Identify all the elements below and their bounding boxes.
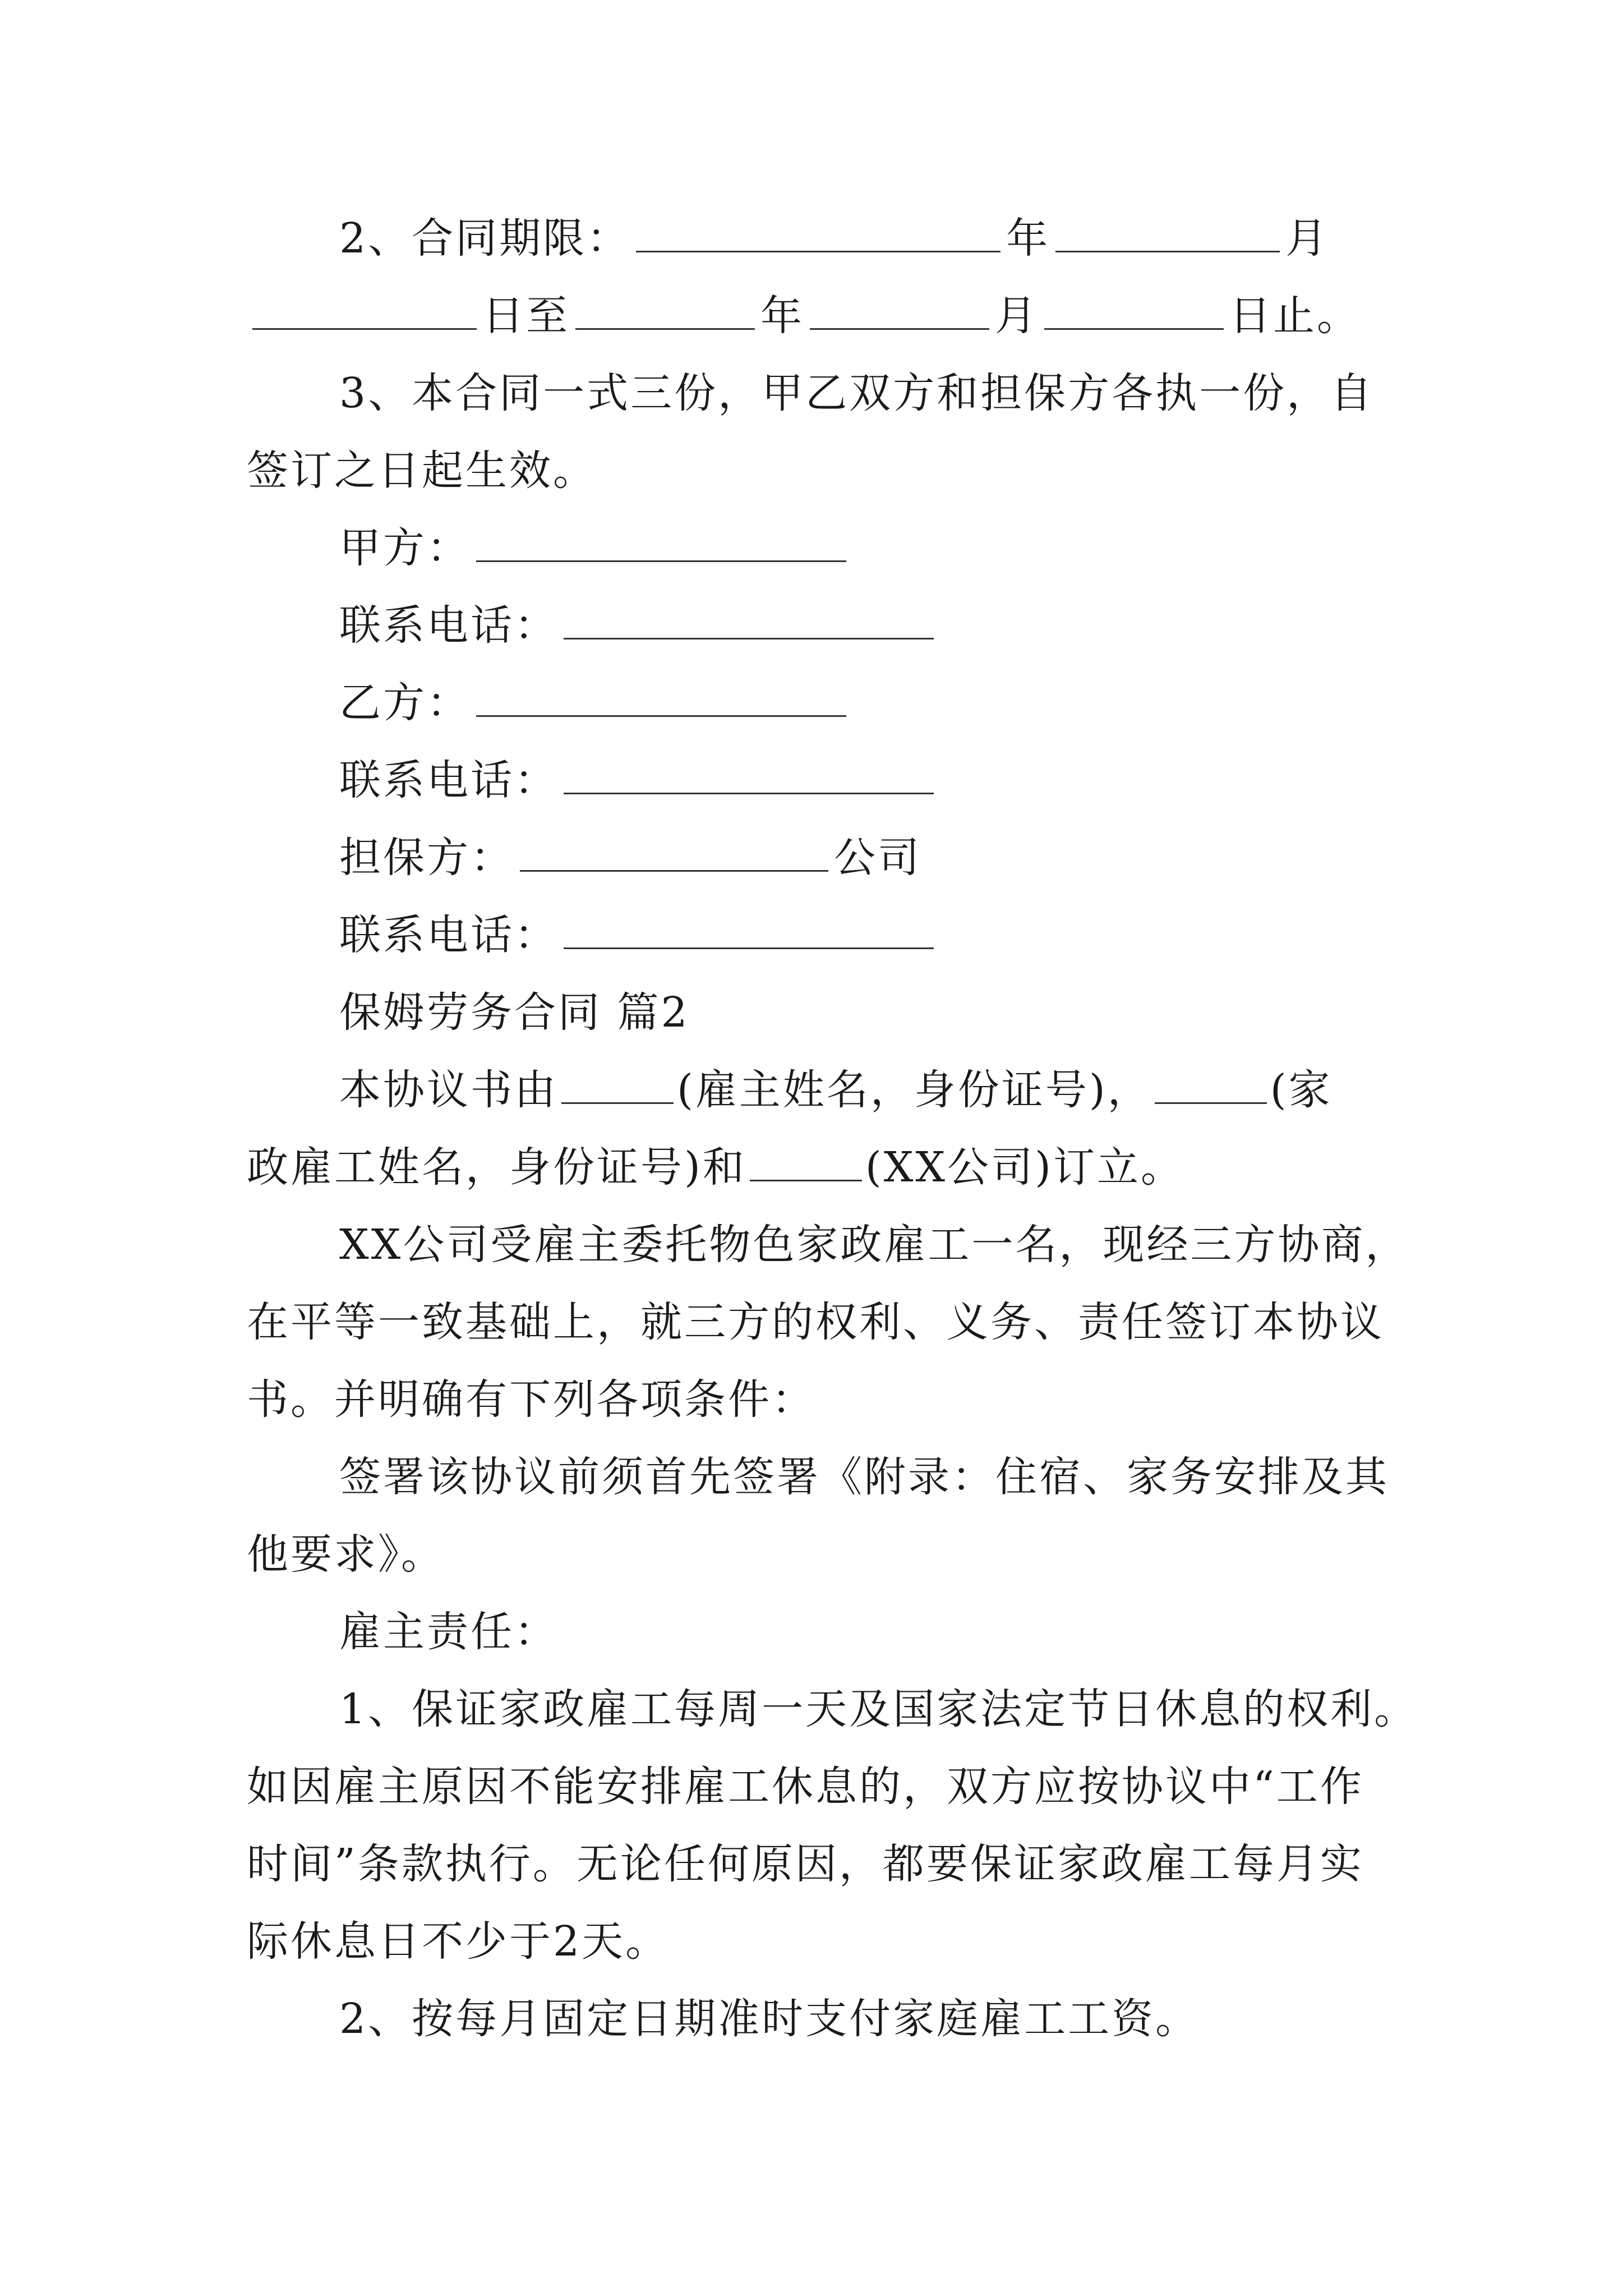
term-end-day-blank[interactable] <box>1044 293 1224 330</box>
term-year-label: 年 <box>1006 214 1050 263</box>
party-b-phone-row <box>339 752 1483 808</box>
item1-line-1: 1、保证家政雇工每周一天及国家法定节日休息的权利。 <box>339 1685 1418 1733</box>
party-b-row <box>339 675 1483 731</box>
guarantor-phone-label: 联系电话： <box>339 911 558 959</box>
intro-b: (雇主姓名，身份证号)， <box>677 1066 1151 1114</box>
party-a-label: 甲方： <box>339 524 471 572</box>
item2-line: 2、按每月固定日期准时支付家庭雇工工资。 <box>339 1995 1200 2043</box>
term-month-label: 月 <box>1285 214 1330 263</box>
party-b-phone-label: 联系电话： <box>339 756 558 804</box>
guarantor-label: 担保方： <box>339 834 514 882</box>
section-title: 保姆劳务合同 篇2 <box>339 988 690 1037</box>
item1-line-3: 时间”条款执行。无论任何原因，都要保证家政雇工每月实 <box>247 1840 1364 1888</box>
term-end-year-blank[interactable] <box>575 293 755 330</box>
term-start-month-blank[interactable] <box>1055 216 1280 252</box>
copies-line-2: 签订之日起生效。 <box>247 447 597 495</box>
party-b-label: 乙方： <box>339 679 471 727</box>
intro-line-1 <box>339 1062 1483 1118</box>
intro-c: (家 <box>1270 1066 1332 1114</box>
term-start-year-blank[interactable] <box>636 216 1000 252</box>
item1-line-2: 如因雇主原因不能安排雇工休息的，双方应按协议中“工作 <box>247 1763 1364 1811</box>
item1-line-4: 际休息日不少于2天。 <box>247 1917 670 1966</box>
para1-line-1: XX公司受雇主委托物色家政雇工一名，现经三方协商， <box>339 1221 1409 1269</box>
term-line-2 <box>247 288 1391 344</box>
party-a-row <box>339 520 1483 576</box>
term-month2-label: 月 <box>995 292 1039 340</box>
guarantor-phone-row <box>339 907 1483 963</box>
copies-line-1: 3、本合同一式三份，甲乙双方和担保方各执一份，自 <box>339 369 1375 417</box>
guarantor-row <box>339 830 1483 886</box>
term-start-day-blank[interactable] <box>252 293 477 330</box>
employer-heading: 雇主责任： <box>339 1608 558 1656</box>
para1-line-3: 书。并明确有下列各项条件： <box>247 1375 815 1424</box>
worker-name-blank[interactable] <box>1155 1068 1267 1104</box>
guarantor-phone-blank[interactable] <box>564 913 934 949</box>
party-a-phone-label: 联系电话： <box>339 601 558 650</box>
para1-line-2: 在平等一致基础上，就三方的权利、义务、责任签订本协议 <box>247 1298 1384 1346</box>
party-a-phone-row <box>339 597 1483 654</box>
intro-a: 本协议书由 <box>339 1066 558 1114</box>
party-a-blank[interactable] <box>476 526 846 562</box>
term-end-label: 日止。 <box>1229 292 1361 340</box>
guarantor-suffix: 公司 <box>834 834 921 882</box>
term-label: 2、合同期限： <box>339 214 631 263</box>
intro-d: 政雇工姓名，身份证号)和 <box>247 1143 746 1191</box>
term-line-1 <box>339 210 1483 266</box>
term-end-month-blank[interactable] <box>810 293 989 330</box>
para2-line-2: 他要求》。 <box>247 1530 445 1579</box>
employer-name-blank[interactable] <box>561 1068 674 1104</box>
company-name-blank[interactable] <box>750 1145 862 1181</box>
para2-line-1: 签署该协议前须首先签署《附录：住宿、家务安排及其 <box>339 1453 1389 1501</box>
intro-e: (XX公司)订立。 <box>865 1143 1184 1191</box>
party-a-phone-blank[interactable] <box>564 603 934 639</box>
term-day-label: 日至 <box>482 292 570 340</box>
intro-line-2 <box>247 1139 1391 1195</box>
term-year2-label: 年 <box>760 292 804 340</box>
guarantor-blank[interactable] <box>520 835 828 872</box>
party-b-blank[interactable] <box>476 680 846 717</box>
party-b-phone-blank[interactable] <box>564 758 934 794</box>
